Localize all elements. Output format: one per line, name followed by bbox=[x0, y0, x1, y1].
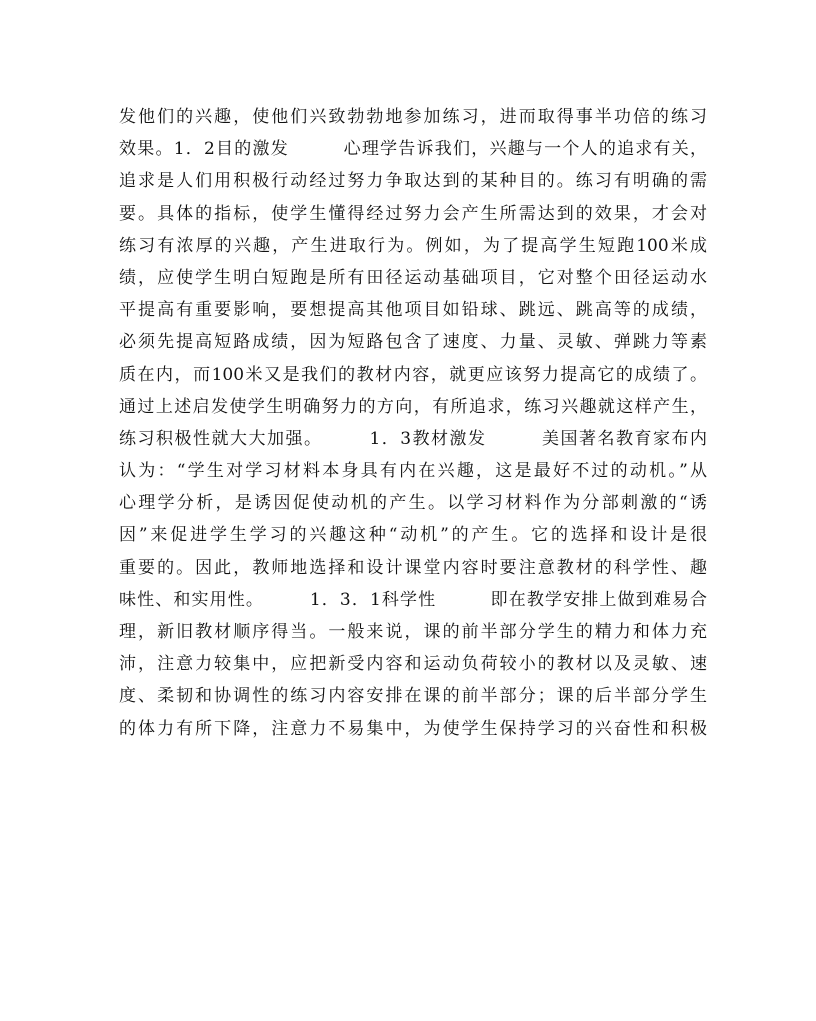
text-line-7: 平提高有重要影响，要想提高其他项目如铅球、跳远、跳高等的成绩， bbox=[119, 300, 707, 321]
text-line-1: 发他们的兴趣，使他们兴致勃勃地参加练习，进而取得事半功倍的练习 bbox=[119, 107, 707, 127]
text-line-19: 度、柔韧和协调性的练习内容安排在课的前半部分；课的后半部分学生 bbox=[119, 686, 707, 707]
text-line-13: 心理学分析，是诱因促使动机的产生。以学习材料作为分部刺激的“诱 bbox=[119, 493, 707, 514]
text-line-17: 理，新旧教材顺序得当。一般来说，课的前半部分学生的精力和体力充 bbox=[119, 622, 707, 642]
text-line-16: 味性、和实用性。 1．3．1科学性 即在教学安排上做到难易合 bbox=[119, 589, 707, 610]
text-line-15: 重要的。因此，教师地选择和设计课堂内容时要注意教材的科学性、趣 bbox=[119, 557, 707, 578]
text-line-8: 必须先提高短路成绩，因为短路包含了速度、力量、灵敏、弹跳力等素 bbox=[119, 332, 707, 353]
text-line-12: 认为：“学生对学习材料本身具有内在兴趣，这是最好不过的动机。”从 bbox=[119, 461, 707, 482]
text-line-3: 追求是人们用积极行动经过努力争取达到的某种目的。练习有明确的需 bbox=[119, 171, 707, 192]
text-line-9: 质在内，而100米又是我们的教材内容，就更应该努力提高它的成绩了。 bbox=[119, 364, 707, 385]
text-line-11: 练习积极性就大大加强。 1．3教材激发 美国著名教育家布内 bbox=[119, 428, 707, 449]
text-line-20: 的体力有所下降，注意力不易集中，为使学生保持学习的兴奋性和积极 bbox=[119, 718, 707, 739]
text-line-14: 因”来促进学生学习的兴趣这种“动机”的产生。它的选择和设计是很 bbox=[119, 525, 707, 546]
text-line-6: 绩，应使学生明白短跑是所有田径运动基础项目，它对整个田径运动水 bbox=[119, 267, 707, 288]
text-line-18: 沛，注意力较集中，应把新受内容和运动负荷较小的教材以及灵敏、速 bbox=[119, 654, 707, 675]
body-text bbox=[119, 101, 707, 745]
text-line-4: 要。具体的指标，使学生懂得经过努力会产生所需达到的效果，才会对 bbox=[119, 203, 707, 224]
text-line-10: 通过上述启发使学生明确努力的方向，有所追求，练习兴趣就这样产生， bbox=[119, 396, 707, 417]
text-line-5: 练习有浓厚的兴趣，产生进取行为。例如，为了提高学生短跑100米成 bbox=[119, 235, 707, 256]
text-line-2: 效果。1．2目的激发 心理学告诉我们，兴趣与一个人的追求有关， bbox=[119, 139, 707, 160]
